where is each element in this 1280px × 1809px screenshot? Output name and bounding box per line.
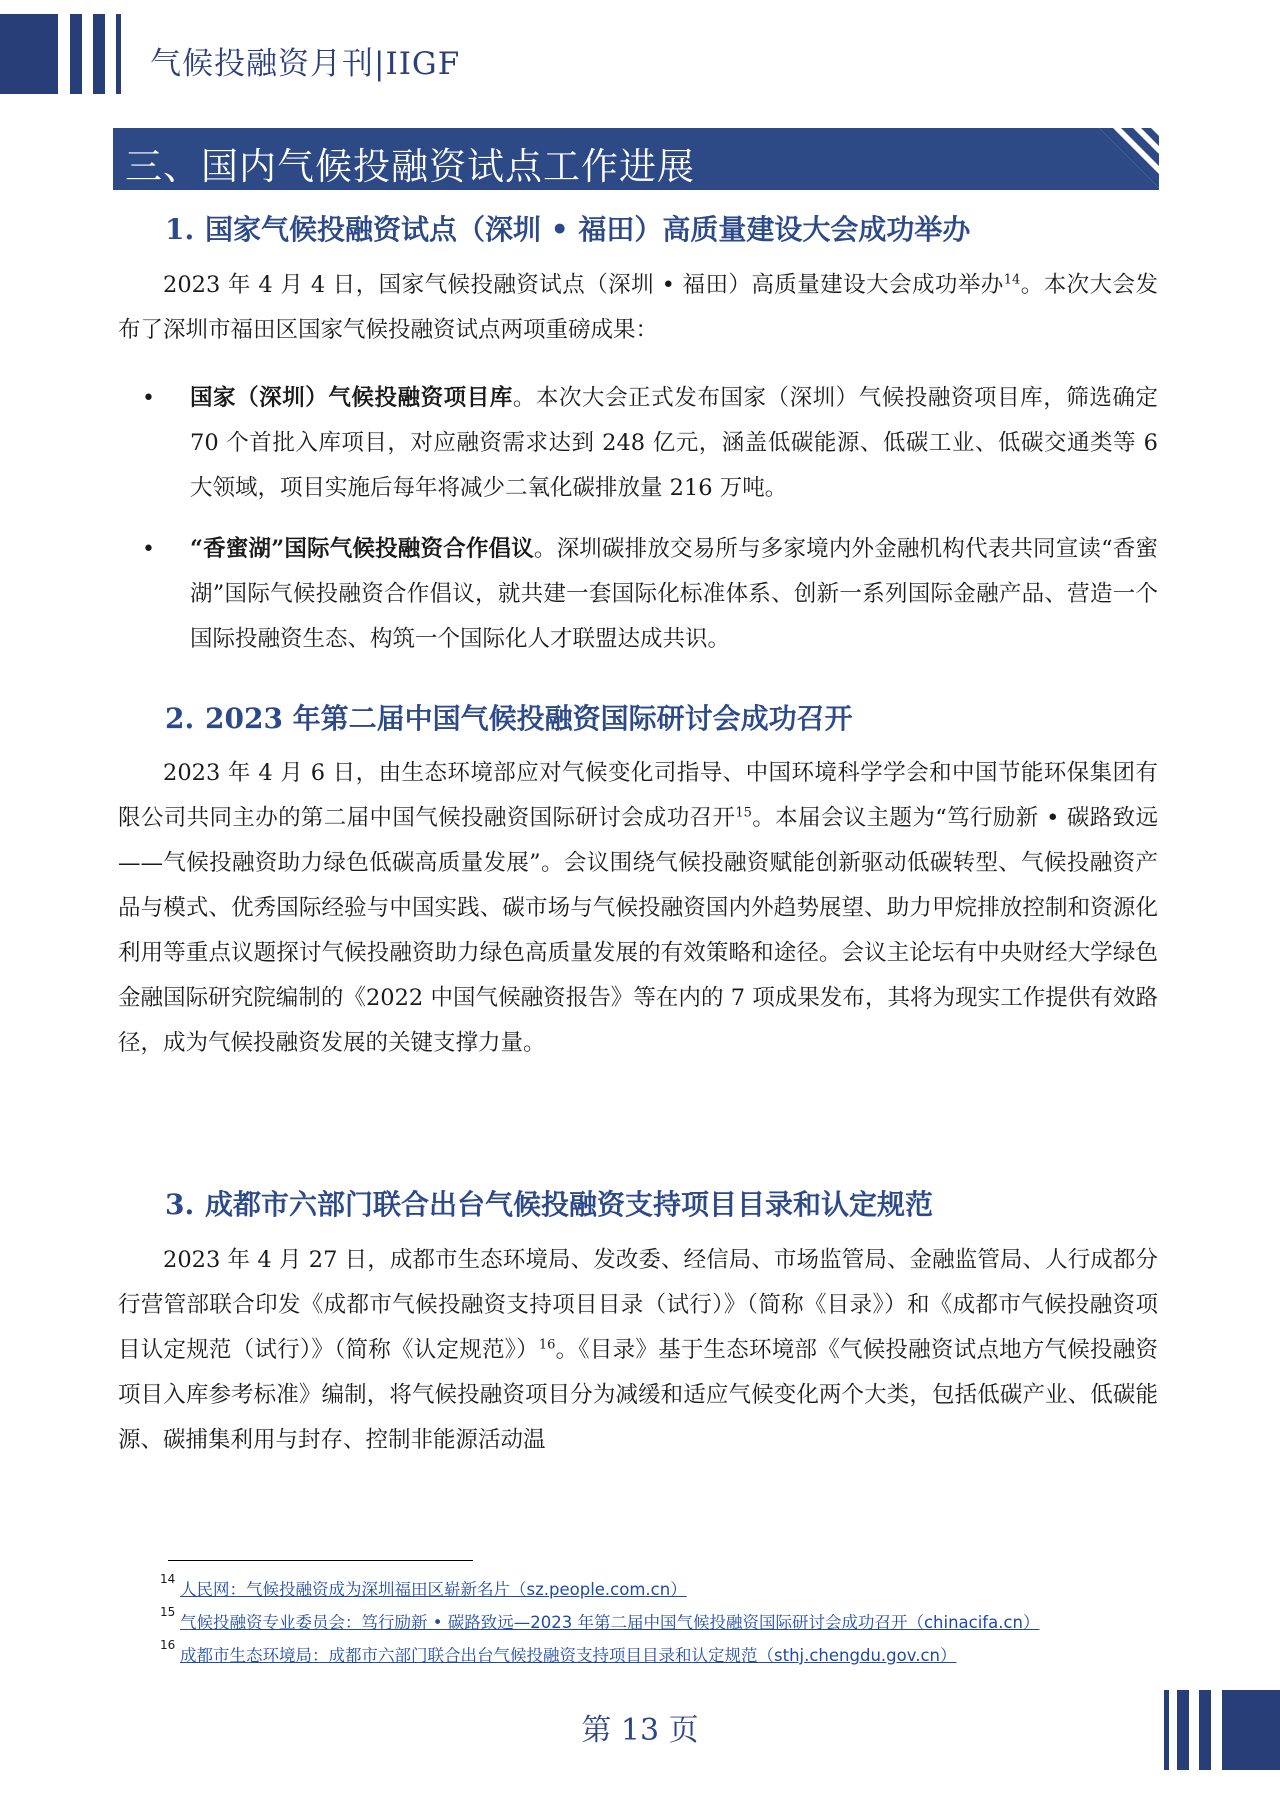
paragraph-2 <box>118 751 1158 1066</box>
paragraph-2-text-b: 。本届会议主题为“笃行励新 • 碳路致远——气候投融资助力绿色低碳高质量发展”。会议围绕气候投融资赋能创新驱动低碳转型、气候投融资产品与模式、优秀国际经验与中国实践、碳市场与气候投融资国内外趋势展望、助力甲烷排放控制和资源化利用等重点议题探讨气候投融资助力绿色高质量发展的有效策略和途径。会议主论坛有中央财经大学绿色金融国际研究院编制的《2022 中国气候融资报告》等在内的 7 项成果发布，其将为现实工作提供有效路径，成为气候投融资发展的关键支撑力量。 <box>118 805 1158 1056</box>
bullet-1-lead: 国家（深圳）气候投融资项目库 <box>190 385 513 411</box>
bullet-2-text: 。深圳碳排放交易所与多家境内外金融机构代表共同宣读“香蜜湖”国际气候投融资合作倡议，就共建一套国际化标准体系、创新一系列国际金融产品、营造一个国际投融资生态、构筑一个国际化人才联盟达成共识。 <box>190 536 1158 652</box>
banner-stripes-decoration <box>1099 128 1159 190</box>
section-title: 三、国内气候投融资试点工作进展 <box>125 145 695 188</box>
heading-1 <box>165 208 970 248</box>
footnote-ref-14: 14 <box>1003 272 1021 288</box>
footnote-ref-15: 15 <box>735 805 752 821</box>
heading-1-text: 国家气候投融资试点（深圳 • 福田）高质量建设大会成功举办 <box>205 213 971 246</box>
paragraph-3-text-a: 2023 年 4 月 27 日，成都市生态环境局、发改委、经信局、市场监管局、金融监管局、人行成都分行营管部联合印发《成都市气候投融资支持项目目录（试行）》（简称《目录》）和《成都市气候投融资项目认定规范（试行）》（简称《认定规范》） <box>118 1247 1158 1363</box>
heading-3-number: 3. <box>165 1188 195 1221</box>
paragraph-1-text-b: 。本次大会发布了深圳市福田区国家气候投融资试点两项重磅成果： <box>118 272 1158 343</box>
footnote-14-link[interactable]: 人民网：气候投融资成为深圳福田区崭新名片（sz.people.com.cn） <box>180 1580 687 1599</box>
paragraph-3 <box>118 1238 1158 1463</box>
heading-2-number: 2. <box>165 702 195 735</box>
footnote-15-link[interactable]: 气候投融资专业委员会：笃行励新 • 碳路致远—2023 年第二届中国气候投融资国际研讨会成功召开（chinacifa.cn） <box>180 1613 1040 1632</box>
bullet-dot-1: • <box>142 386 155 411</box>
paragraph-3-text-b: 。《目录》基于生态环境部《气候投融资试点地方气候投融资项目入库参考标准》编制，将气候投融资项目分为减缓和适应气候变化两个大类，包括低碳产业、低碳能源、碳捕集利用与封存、控制非能源活动温 <box>118 1337 1158 1453</box>
bullet-item-2 <box>190 527 1158 662</box>
heading-3 <box>165 1183 933 1223</box>
heading-2 <box>165 697 853 737</box>
footnote-14-number: 14 <box>160 1572 176 1586</box>
bullet-dot-2: • <box>142 537 155 562</box>
heading-1-number: 1. <box>165 213 195 246</box>
section-banner <box>113 128 1159 190</box>
paragraph-1 <box>118 263 1158 353</box>
header-title: 气候投融资月刊|IIGF <box>150 46 461 82</box>
footnote-15-number: 15 <box>160 1605 176 1619</box>
footnote-16-number: 16 <box>160 1638 176 1652</box>
footnote-ref-16: 16 <box>538 1337 556 1353</box>
page-number: 第 13 页 <box>581 1713 699 1748</box>
bullet-2-lead: “香蜜湖”国际气候投融资合作倡议 <box>190 536 534 562</box>
footnote-16-link[interactable]: 成都市生态环境局：成都市六部门联合出台气候投融资支持项目目录和认定规范（sthj.chengdu.gov.cn） <box>180 1646 957 1665</box>
bullet-item-1 <box>190 376 1158 511</box>
paragraph-2-text-a: 2023 年 4 月 6 日，由生态环境部应对气候变化司指导、中国环境科学学会和中国节能环保集团有限公司共同主办的第二届中国气候投融资国际研讨会成功召开 <box>118 760 1158 831</box>
bullet-1-text: 。本次大会正式发布国家（深圳）气候投融资项目库，筛选确定 70 个首批入库项目，对应融资需求达到 248 亿元，涵盖低碳能源、低碳工业、低碳交通类等 6 大领域，项目实施后每年将减少二氧化碳排放量 216 万吨。 <box>190 385 1158 501</box>
heading-2-text: 2023 年第二届中国气候投融资国际研讨会成功召开 <box>205 702 853 735</box>
heading-3-text: 成都市六部门联合出台气候投融资支持项目目录和认定规范 <box>205 1188 934 1221</box>
footnote-rule <box>168 1560 473 1561</box>
paragraph-1-text-a: 2023 年 4 月 4 日，国家气候投融资试点（深圳 • 福田）高质量建设大会成功举办 <box>163 272 1004 298</box>
